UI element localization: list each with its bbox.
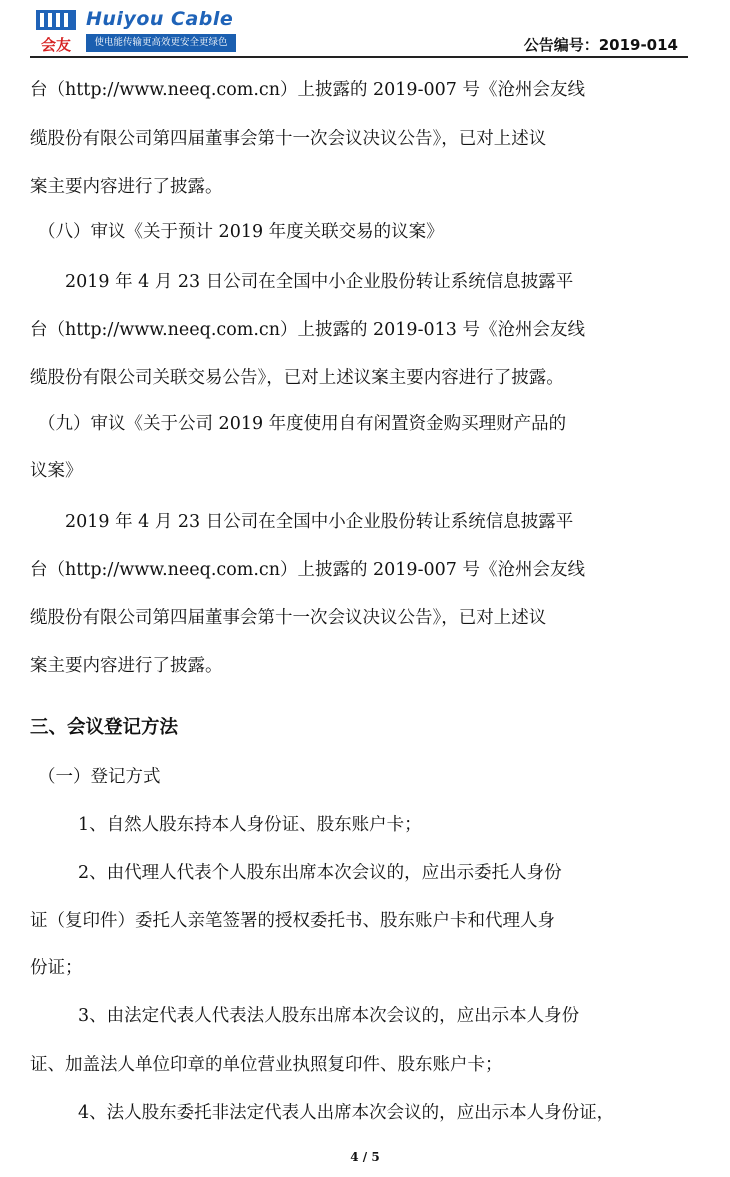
brand-slogan: 使电能传输更高效更安全更绿色: [86, 34, 236, 52]
text-line: 议案》: [30, 461, 83, 481]
text-line: 证、加盖法人单位印章的单位营业执照复印件、股东账户卡；: [30, 1055, 503, 1075]
text-line: 份证；: [30, 958, 83, 978]
text-line: 案主要内容进行了披露。: [30, 177, 223, 197]
text-line: 缆股份有限公司第四届董事会第十一次会议决议公告》，已对上述议: [30, 129, 547, 149]
text-line: 台（http://www.neeq.com.cn）上披露的 2019-007 号《沧州会友线: [30, 560, 585, 580]
text-line: 台（http://www.neeq.com.cn）上披露的 2019-007 号《沧州会友线: [30, 80, 585, 100]
svg-text:会友: 会友: [40, 36, 72, 54]
brand-name: Huiyou Cable: [86, 8, 234, 30]
text-line: 台（http://www.neeq.com.cn）上披露的 2019-013 号《沧州会友线: [30, 320, 585, 340]
notice-number: 公告编号：2019-014: [523, 36, 678, 54]
text-line: 案主要内容进行了披露。: [30, 656, 223, 676]
list-item: 2、由代理人代表个人股东出席本次会议的，应出示委托人身份: [78, 863, 562, 883]
header-divider: [30, 56, 688, 58]
text-line: 缆股份有限公司第四届董事会第十一次会议决议公告》，已对上述议: [30, 608, 547, 628]
list-item: 3、由法定代表人代表法人股东出席本次会议的，应出示本人身份: [78, 1006, 580, 1026]
section-item: （八）审议《关于预计 2019 年度关联交易的议案》: [38, 222, 444, 242]
section-heading: 三、会议登记方法: [30, 717, 179, 738]
text-line: 缆股份有限公司关联交易公告》，已对上述议案主要内容进行了披露。: [30, 368, 564, 388]
list-item: 1、自然人股东持本人身份证、股东账户卡；: [78, 815, 422, 835]
page-number: 4 / 5: [350, 1150, 380, 1164]
company-logo: [30, 8, 234, 54]
huiyou-logo-mark: [30, 8, 82, 54]
list-item: 4、法人股东委托非法定代表人出席本次会议的，应出示本人身份证，: [78, 1103, 615, 1123]
paragraph-start: 2019 年 4 月 23 日公司在全国中小企业股份转让系统信息披露平: [65, 272, 574, 292]
subsection-heading: （一）登记方式: [38, 767, 161, 787]
text-line: 证（复印件）委托人亲笔签署的授权委托书、股东账户卡和代理人身: [30, 911, 555, 931]
section-item: （九）审议《关于公司 2019 年度使用自有闲置资金购买理财产品的: [38, 414, 567, 434]
paragraph-start: 2019 年 4 月 23 日公司在全国中小企业股份转让系统信息披露平: [65, 512, 574, 532]
